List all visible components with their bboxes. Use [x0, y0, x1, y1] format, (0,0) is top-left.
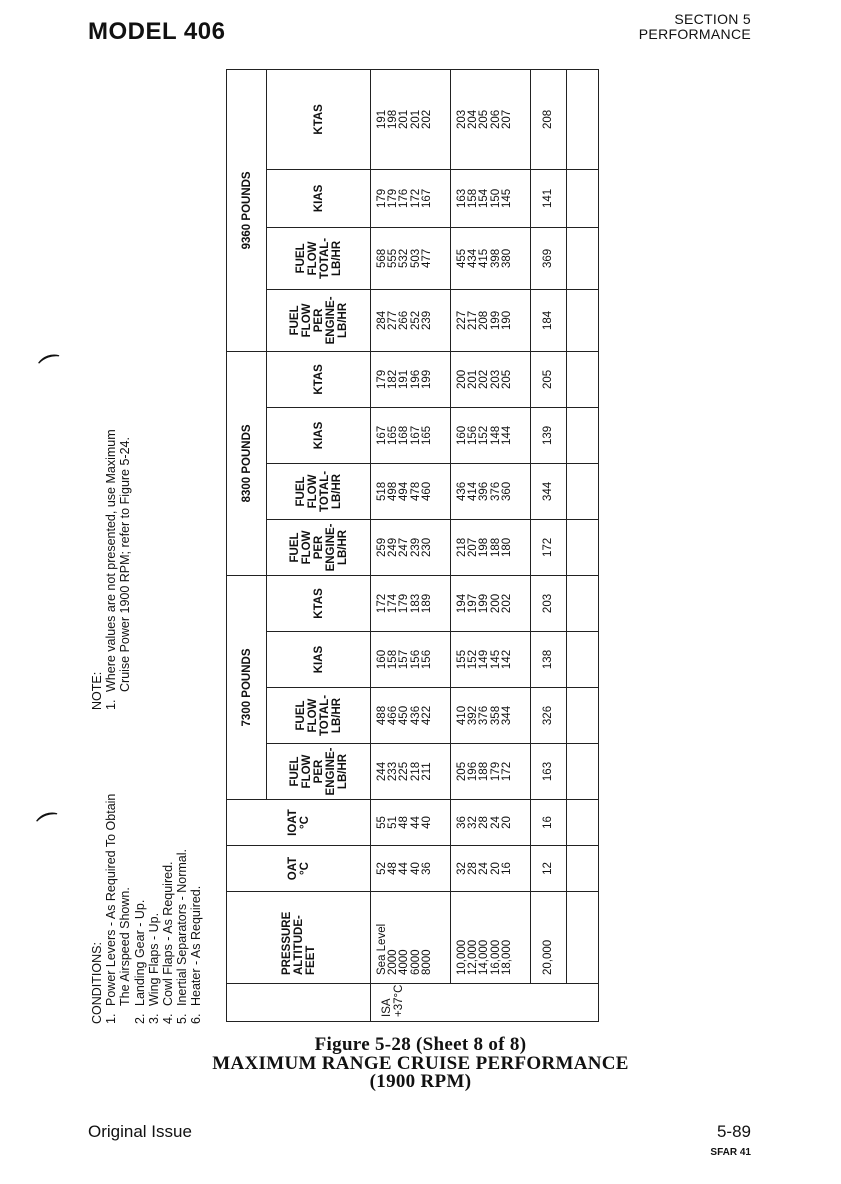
weight-9360-header: 9360 POUNDS — [227, 69, 267, 351]
oat-cell: 12 — [531, 846, 567, 892]
ktas-cell: 179 182 191 196 199 — [371, 351, 451, 407]
empty-cell — [567, 69, 599, 169]
ff-engine-cell: 184 — [531, 289, 567, 351]
ktas-header: KTAS — [267, 69, 371, 169]
ioat-cell: 16 — [531, 800, 567, 846]
empty-cell — [567, 892, 599, 984]
ff-engine-cell: 163 — [531, 744, 567, 800]
isa-cell: ISA +37°C — [371, 984, 599, 1022]
ktas-cell: 203 204 205 206 207 — [451, 69, 531, 169]
condition-item: 1.Power Levers - As Required To Obtain — [104, 793, 119, 1024]
sfar-label: SFAR 41 — [710, 1147, 751, 1158]
empty-cell — [567, 169, 599, 227]
empty-cell — [567, 846, 599, 892]
ktas-cell: 194 197 199 200 202 — [451, 575, 531, 631]
kias-cell: 179 179 176 172 167 — [371, 169, 451, 227]
ff-engine-header: FUEL FLOW PER ENGINE- LB/HR — [267, 289, 371, 351]
empty-row — [567, 69, 599, 1021]
kias-header: KIAS — [267, 169, 371, 227]
kias-cell: 167 165 168 167 165 — [371, 407, 451, 463]
oat-header: OAT °C — [227, 846, 371, 892]
kias-cell: 155 152 149 145 142 — [451, 632, 531, 688]
ff-total-cell: 326 — [531, 688, 567, 744]
empty-cell — [567, 407, 599, 463]
ff-total-header: FUEL FLOW TOTAL- LB/HR — [267, 227, 371, 289]
table-row — [371, 69, 451, 1021]
ktas-cell: 205 — [531, 351, 567, 407]
empty-cell — [567, 289, 599, 351]
issue-label: Original Issue — [88, 1122, 192, 1141]
ff-engine-header: FUEL FLOW PER ENGINE- LB/HR — [267, 744, 371, 800]
weight-header-row — [227, 69, 267, 1021]
ff-engine-cell: 172 — [531, 519, 567, 575]
ioat-cell: 36 32 28 24 20 — [451, 800, 531, 846]
empty-cell — [567, 351, 599, 407]
kias-cell: 160 156 152 148 144 — [451, 407, 531, 463]
section-label — [639, 12, 751, 42]
conditions-heading: CONDITIONS: — [90, 942, 104, 1024]
ff-total-cell: 568 555 532 503 477 — [371, 227, 451, 289]
condition-item-continued: The Airspeed Shown. — [118, 887, 133, 1006]
ff-total-cell: 410 392 376 358 344 — [451, 688, 531, 744]
section-name: PERFORMANCE — [638, 26, 751, 42]
model-title: MODEL 406 — [88, 18, 226, 45]
ff-engine-cell: 227 217 208 199 190 — [451, 289, 531, 351]
figure-title: MAXIMUM RANGE CRUISE PERFORMANCE — [212, 1052, 629, 1074]
condition-item: 2.Landing Gear - Up. — [132, 899, 147, 1024]
weight-7300-header: 7300 POUNDS — [227, 575, 267, 799]
empty-cell — [567, 519, 599, 575]
ktas-header: KTAS — [267, 351, 371, 407]
table-row — [531, 69, 567, 1021]
kias-header: KIAS — [267, 632, 371, 688]
condition-item: 5.Inertial Separators - Normal. — [175, 848, 190, 1024]
check-mark: ⌒ — [36, 350, 66, 382]
ioat-cell: 55 51 48 44 40 — [371, 800, 451, 846]
condition-item: 3.Wing Flaps - Up. — [146, 912, 161, 1024]
ktas-header: KTAS — [267, 575, 371, 631]
empty-cell — [567, 227, 599, 289]
ff-total-cell: 436 414 396 376 360 — [451, 463, 531, 519]
table-body — [371, 69, 599, 1021]
empty-cell — [567, 688, 599, 744]
kias-cell: 160 158 157 156 156 — [371, 632, 451, 688]
note-line: 1.Where values are not presented, use Maximum — [104, 429, 119, 710]
ff-engine-header: FUEL FLOW PER ENGINE- LB/HR — [267, 519, 371, 575]
ff-engine-cell: 284 277 266 252 239 — [371, 289, 451, 351]
altitude-cell: Sea Level 2000 4000 6000 8000 — [371, 892, 451, 984]
ioat-header: IOAT °C — [227, 800, 371, 846]
ktas-cell: 203 — [531, 575, 567, 631]
pressure-altitude-header: PRESSURE ALTITUDE- FEET — [227, 892, 371, 984]
performance-table-frame — [226, 70, 598, 1022]
ff-total-cell: 518 498 494 478 460 — [371, 463, 451, 519]
performance-table — [226, 70, 598, 1022]
ff-engine-cell: 259 249 247 239 230 — [371, 519, 451, 575]
condition-item: 6.Heater - As Required. — [189, 885, 204, 1024]
ff-engine-cell: 205 196 188 179 172 — [451, 744, 531, 800]
altitude-cell: 10,000 12,000 14,000 16,000 18,000 — [451, 892, 531, 984]
weight-8300-header: 8300 POUNDS — [227, 351, 267, 575]
ktas-cell: 191 198 201 201 202 — [371, 69, 451, 169]
conditions-block — [90, 794, 204, 1024]
ff-total-cell: 369 — [531, 227, 567, 289]
isa-header-cell — [227, 984, 371, 1022]
empty-cell — [567, 800, 599, 846]
section-number: SECTION 5 — [674, 11, 751, 27]
kias-cell: 141 — [531, 169, 567, 227]
ff-total-header: FUEL FLOW TOTAL- LB/HR — [267, 688, 371, 744]
kias-header: KIAS — [267, 407, 371, 463]
ff-total-header: FUEL FLOW TOTAL- LB/HR — [267, 463, 371, 519]
empty-cell — [567, 463, 599, 519]
figure-number: Figure 5-28 (Sheet 8 of 8) — [314, 1034, 527, 1055]
kias-cell: 139 — [531, 407, 567, 463]
kias-cell: 138 — [531, 632, 567, 688]
figure-subtitle: (1900 RPM) — [369, 1071, 472, 1092]
oat-cell: 52 48 44 40 36 — [371, 846, 451, 892]
table-row — [451, 69, 531, 1021]
ff-total-cell: 488 466 450 436 422 — [371, 688, 451, 744]
page-number: 5-89 — [716, 1122, 751, 1141]
ktas-cell: 200 201 202 203 205 — [451, 351, 531, 407]
altitude-cell: 20,000 — [531, 892, 567, 984]
ff-engine-cell: 218 207 198 188 180 — [451, 519, 531, 575]
ff-engine-cell: 244 233 225 218 211 — [371, 744, 451, 800]
note-line: Cruise Power 1900 RPM; refer to Figure 5-24. — [118, 437, 133, 692]
empty-cell — [567, 632, 599, 688]
check-mark: ⌒ — [34, 808, 64, 840]
ff-total-cell: 455 434 415 398 380 — [451, 227, 531, 289]
note-heading: NOTE: — [90, 671, 104, 710]
empty-cell — [567, 744, 599, 800]
condition-item: 4.Cowl Flaps - As Required. — [161, 861, 176, 1024]
ktas-cell: 208 — [531, 69, 567, 169]
figure-caption — [0, 1036, 841, 1092]
empty-cell — [567, 575, 599, 631]
ff-total-cell: 344 — [531, 463, 567, 519]
ktas-cell: 172 174 179 183 189 — [371, 575, 451, 631]
oat-cell: 32 28 24 20 16 — [451, 846, 531, 892]
note-block — [90, 429, 133, 710]
conditions-and-note — [80, 429, 204, 1040]
kias-cell: 163 158 154 150 145 — [451, 169, 531, 227]
